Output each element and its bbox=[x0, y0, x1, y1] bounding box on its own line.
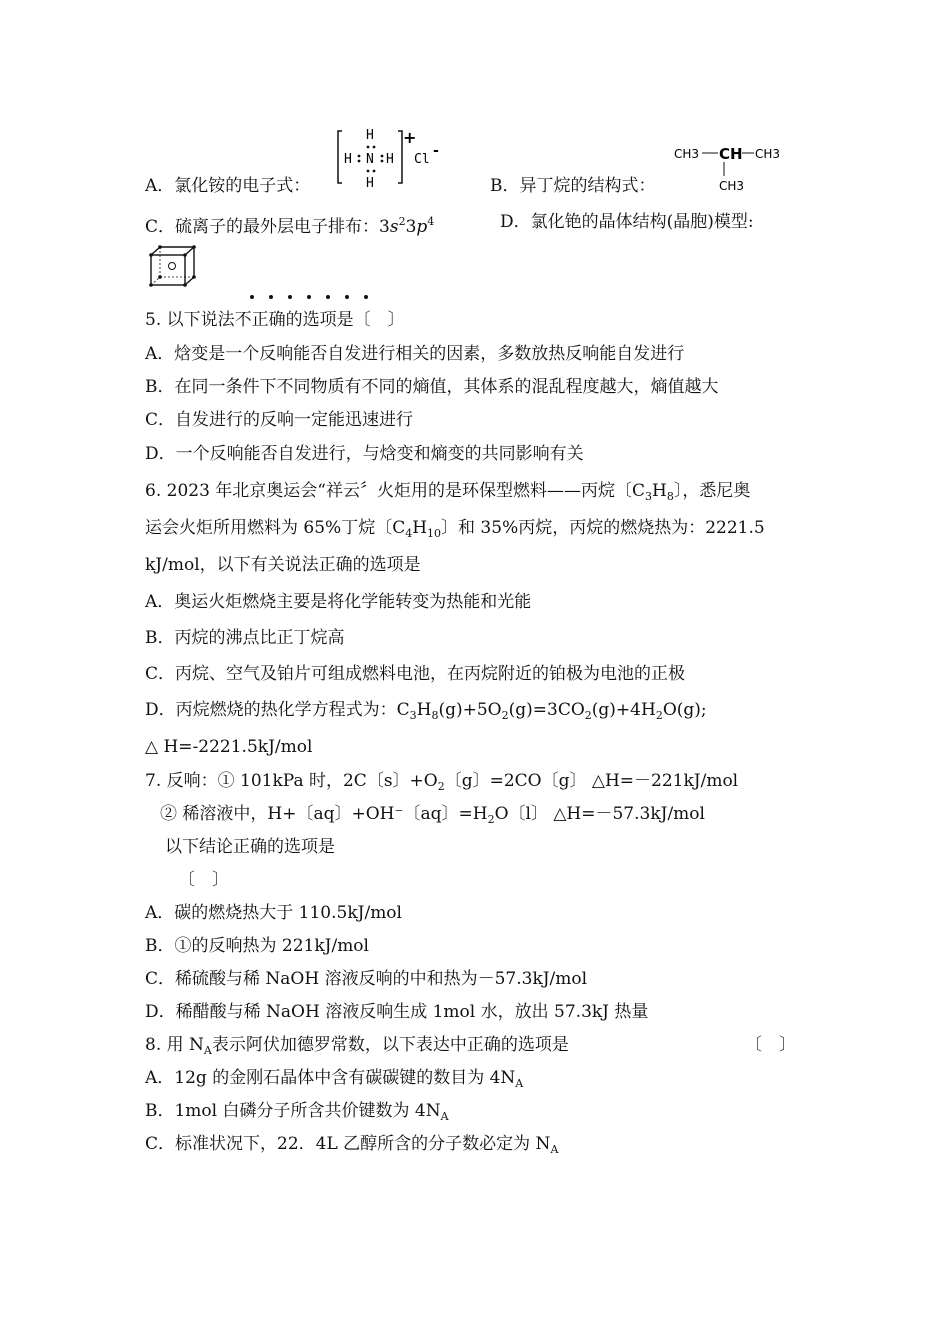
q4-option-a-label: A．氯化铵的电子式： bbox=[145, 176, 311, 196]
q5-option-c: C．自发进行的反响一定能迅速进行 bbox=[145, 410, 414, 430]
q4-option-d-label: D．氯化铯的晶体结构(晶胞)模型: bbox=[500, 212, 754, 232]
isobutane-structure bbox=[672, 140, 792, 196]
q7-stem: 以下结论正确的选项是 bbox=[165, 837, 335, 857]
q8-option-a: A．12g 的金刚石晶体中含有碳碳键的数目为 $4N_A$ bbox=[145, 1068, 524, 1090]
ammonium-chloride-electron-formula bbox=[334, 123, 446, 193]
q6-option-b: B．丙烷的沸点比正丁烷高 bbox=[145, 628, 345, 648]
q4-option-c: C．硫离子的最外层电子排布：$3s^23p^4$ bbox=[145, 215, 435, 237]
q5-option-a: A．焓变是一个反响能否自发进行相关的因素，多数放热反响能自发进行 bbox=[145, 344, 685, 364]
q7-answer-paren: 〔 〕 bbox=[178, 870, 229, 890]
cesium-chloride-cell-model bbox=[147, 243, 197, 289]
iso-right-ch3: CH3 bbox=[755, 147, 781, 161]
q7-option-a: A．碳的燃烧热大于 110.5kJ/mol bbox=[145, 903, 402, 923]
iso-bottom-ch3: CH3 bbox=[719, 179, 745, 193]
q4-option-b-label: B．异丁烷的结构式： bbox=[490, 176, 656, 196]
ef-h-bottom: H bbox=[366, 176, 374, 191]
ef-h-top: H bbox=[366, 128, 374, 143]
ef-charge-minus: - bbox=[433, 143, 439, 159]
q6-option-d: D．丙烷燃烧的热化学方程式为：$C_3H_8(g)+5O_2(g)=3CO_2(g)+4H_2O(g)$; bbox=[145, 700, 707, 722]
q6-stem-line1: 6. 2023 年北京奥运会“祥云〞火炬用的是环保型燃料——丙烷〔$C_3H_8$〕，悉尼奥 bbox=[145, 481, 751, 503]
q7-reaction-1: 7. 反响：① 101kPa 时，2C〔s〕$+O_2$〔g〕=2CO〔g〕 △H=－221kJ/mol bbox=[145, 771, 739, 793]
q7-option-d: D．稀醋酸与稀 NaOH 溶液反响生成 1mol 水，放出 57.3kJ 热量 bbox=[145, 1002, 649, 1022]
q5-option-d: D．一个反响能否自发进行，与焓变和熵变的共同影响有关 bbox=[145, 444, 584, 464]
ef-cl: Cl bbox=[414, 152, 430, 167]
q8-option-c: C．标准状况下，22．4L 乙醇所含的分子数必定为 $N_A$ bbox=[145, 1134, 559, 1156]
q7-option-b: B．①的反响热为 221kJ/mol bbox=[145, 936, 369, 956]
q7-reaction-2: ② 稀溶液中，H+〔aq〕+OH⁻〔aq〕$=H_2O$〔l〕 △H=－57.3kJ/mol bbox=[160, 804, 705, 826]
q6-option-c: C．丙烷、空气及铂片可组成燃料电池，在丙烷附近的铂极为电池的正极 bbox=[145, 664, 686, 684]
q6-option-d-enthalpy: △ H=-2221.5kJ/mol bbox=[145, 737, 313, 757]
q6-stem-line2: 运会火炬所用燃料为 65%丁烷〔$C_4H_{10}$〕和 35%丙烷，丙烷的燃烧热为：2221.5 bbox=[145, 518, 765, 540]
q5-stem: 5. 以下说法不正确的选项是〔 〕 bbox=[145, 310, 405, 330]
q8-answer-paren: 〔 〕 bbox=[745, 1035, 796, 1055]
ef-h-right: H bbox=[386, 152, 394, 167]
ef-h-left: H bbox=[344, 152, 352, 167]
q6-stem-line3: kJ/mol，以下有关说法正确的选项是 bbox=[145, 555, 421, 575]
q8-option-b: B．1mol 白磷分子所含共价键数为 $4N_A$ bbox=[145, 1101, 449, 1123]
q8-stem: 8. 用 $N_A$表示阿伏加德罗常数，以下表达中正确的选项是 bbox=[145, 1035, 569, 1057]
iso-center-ch: CH bbox=[719, 145, 743, 163]
iso-left-ch3: CH3 bbox=[674, 147, 700, 161]
q7-option-c: C．稀硫酸与稀 NaOH 溶液反响的中和热为－57.3kJ/mol bbox=[145, 969, 588, 989]
ef-charge-plus: + bbox=[403, 128, 417, 147]
ef-n: N bbox=[366, 152, 374, 167]
q6-option-a: A．奥运火炬燃烧主要是将化学能转变为热能和光能 bbox=[145, 592, 532, 612]
q5-option-b: B．在同一条件下不同物质有不同的熵值，其体系的混乱程度越大，熵值越大 bbox=[145, 377, 719, 397]
